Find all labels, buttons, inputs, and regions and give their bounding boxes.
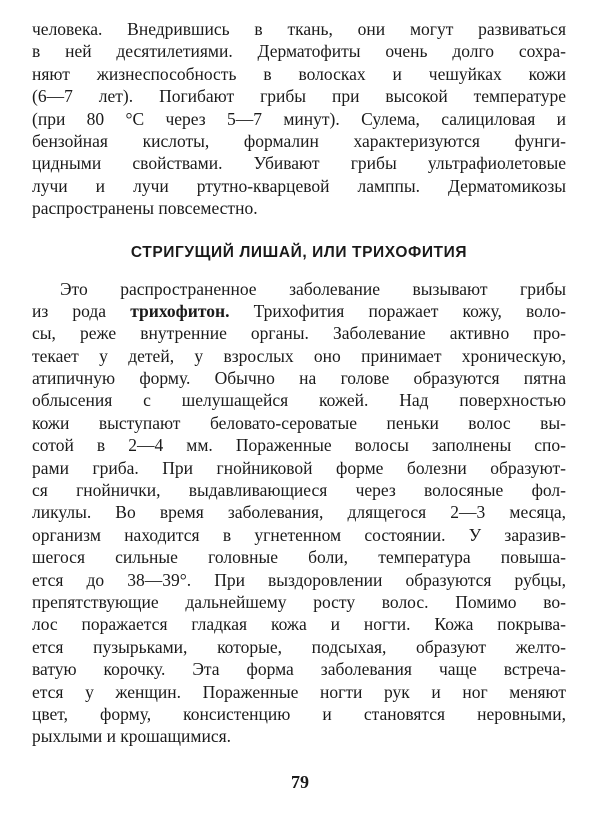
text-line: лос поражается гладкая кожа и ногти. Кожа покрыва-: [32, 614, 566, 635]
text-line: организм находится в угнетенном состоянии. У заразив-: [32, 524, 566, 545]
text-line: цидными свойствами. Убивают грибы ультрафиолетовые: [32, 153, 566, 174]
genus-term: трихофитон.: [130, 300, 230, 321]
paragraph-trichophytia: [32, 278, 566, 748]
text-line: препятствующие дальнейшему росту волос. Помимо во-: [32, 591, 566, 612]
text-line: рыхлыми и крошащимися.: [32, 726, 232, 747]
text-line: ся гнойнички, выдавливающиеся через волосяные фол-: [32, 480, 566, 501]
text-line: распространены повсеместно.: [32, 198, 258, 219]
text-line: лучи и лучи ртутно-кварцевой ламппы. Дерматомикозы: [32, 175, 566, 196]
text-line: текает у детей, у взрослых оно принимает хроническую,: [32, 345, 566, 366]
text-line: ватую корочку. Эта форма заболевания чаще встреча-: [32, 659, 566, 680]
text-line: в ней десятилетиями. Дерматофиты очень долго сохра-: [32, 41, 566, 62]
text-line: (при 80 °С через 5—7 минут). Сулема, салициловая и: [32, 108, 566, 129]
text-line: шегося сильные головные боли, температура повыша-: [32, 547, 566, 568]
text-line: (6—7 лет). Погибают грибы при высокой температуре: [32, 86, 566, 107]
text-fragment: Трихофития поражает кожу, воло-: [229, 300, 566, 321]
text-line: бензойная кислоты, формалин характеризуются фунги-: [32, 130, 566, 151]
text-line: кожи выступают беловато-сероватые пеньки волос вы-: [32, 412, 566, 433]
text-line: ется пузырьками, которые, подсыхая, образуют желто-: [32, 636, 566, 657]
page-content: [32, 18, 566, 748]
section-heading: СТРИГУЩИЙ ЛИШАЙ, ИЛИ ТРИХОФИТИЯ: [130, 243, 468, 261]
text-line: сотой в 2—4 мм. Пораженные волосы заполнены спо-: [32, 435, 566, 456]
text-fragment: из рода: [32, 300, 131, 321]
text-line: ется до 38—39°. При выздоровлении образуются рубцы,: [32, 569, 566, 590]
page-number: 79: [291, 772, 309, 792]
paragraph-intro: [32, 18, 566, 220]
text-line: няют жизнеспособность в волосках и чешуйках кожи: [32, 63, 566, 84]
text-line: атипичную форму. Обычно на голове образуются пятна: [32, 368, 566, 389]
text-line: облысения с шелушащейся кожей. Над поверхностью: [32, 390, 566, 411]
text-line: [32, 300, 566, 322]
text-line: рами гриба. При гнойниковой форме болезни образуют-: [32, 457, 566, 478]
text-line: ликулы. Во время заболевания, длящегося 2—3 месяца,: [32, 502, 566, 523]
text-line: человека. Внедрившись в ткань, они могут развиваться: [32, 19, 566, 39]
text-line: Это распространенное заболевание вызывают грибы: [60, 278, 566, 299]
text-line: ется у женщин. Пораженные ногти рук и ног меняют: [32, 681, 566, 702]
text-line: цвет, форму, консистенцию и становятся неровными,: [32, 703, 566, 724]
text-line: сы, реже внутренние органы. Заболевание активно про-: [32, 323, 566, 344]
